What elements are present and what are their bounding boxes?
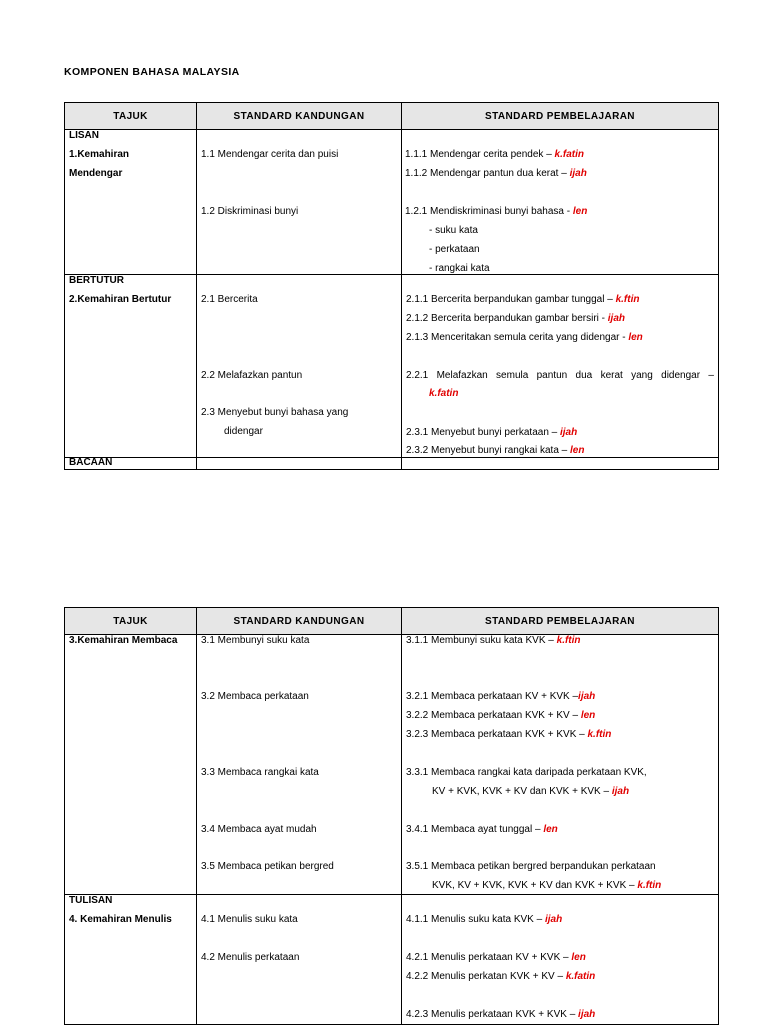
sp-item: 1.2.1 Mendiskriminasi bunyi bahasa - len [405,206,588,217]
sk-item: 1.2 Diskriminasi bunyi [201,206,299,217]
sp-item-justified: 2.2.1 Melafazkan semula pantun dua kerat yang didengar – [406,370,714,381]
sp-item: 4.2.2 Menulis perkatan KVK + KV – k.fatin [406,971,596,982]
section-label-lisan: LISAN [69,130,99,141]
teacher-name: k.ftin [615,294,640,305]
teacher-name: ijah [560,427,578,438]
teacher-name: k.fatin [429,388,459,399]
teacher-name: k.fatin [565,971,596,982]
sp-subitem: - suku kata [429,225,478,236]
teacher-name: k.ftin [556,635,581,646]
tajuk-label: 1.Kemahiran [69,149,130,160]
sk-item: 3.4 Membaca ayat mudah [201,824,317,835]
tajuk-label: 2.Kemahiran Bertutur [69,294,172,305]
sk-item: 2.3 Menyebut bunyi bahasa yang [201,407,349,418]
teacher-name: len [628,332,643,343]
teacher-name: k.fatin [554,149,584,160]
section-label-bacaan: BACAAN [69,457,113,468]
teacher-name: ijah [578,691,596,702]
sp-item: 3.2.3 Membaca perkataan KVK + KVK – k.ftin [406,729,612,740]
teacher-name: ijah [544,914,563,925]
table-header-row [65,103,719,130]
table-header-row [65,608,719,635]
sp-item: 4.2.1 Menulis perkataan KV + KVK – len [406,952,586,963]
teacher-name: ijah [569,168,587,179]
sk-item: 2.2 Melafazkan pantun [201,370,303,381]
sp-item: 2.1.2 Bercerita berpandukan gambar bersiri - ijah [406,313,626,324]
teacher-name: len [571,952,586,963]
curriculum-table-2 [64,607,719,1025]
sk-item: 3.2 Membaca perkataan [201,691,309,702]
teacher-name: ijah [611,786,630,797]
teacher-name: k.ftin [637,880,662,891]
sp-item: 3.3.1 Membaca rangkai kata daripada perkataan KVK, [406,767,647,778]
sp-item: 3.5.1 Membaca petikan bergred berpandukan perkataan [406,861,656,872]
sp-item: 4.1.1 Menulis suku kata KVK – ijah [406,914,563,925]
section-label-bertutur: BERTUTUR [69,275,124,286]
table-row-lisan [65,130,719,275]
sp-subitem: - perkataan [429,244,480,255]
document-title: KOMPONEN BAHASA MALAYSIA [64,66,240,78]
sp-item: 1.1.1 Mendengar cerita pendek – k.fatin [405,149,584,160]
sp-item: 3.2.2 Membaca perkataan KVK + KV – len [406,710,596,721]
sp-item: 3.1.1 Membunyi suku kata KVK – k.ftin [406,635,581,646]
sp-subitem: - rangkai kata [429,263,490,274]
sp-item: 2.3.2 Menyebut bunyi rangkai kata – len [406,445,585,456]
header-standard-pembelajaran: STANDARD PEMBELAJARAN [402,608,719,635]
sk-item: 4.2 Menulis perkataan [201,952,300,963]
sk-item: 3.1 Membunyi suku kata [201,635,310,646]
teacher-name: len [543,824,558,835]
table-row-bertutur [65,275,719,458]
teacher-name: ijah [607,313,626,324]
sp-item-continued: KVK, KV + KVK, KVK + KV dan KVK + KVK – k.ftin [432,880,662,891]
sk-item: 4.1 Menulis suku kata [201,914,298,925]
sk-item-continued: didengar [224,426,263,437]
sp-item: 3.2.1 Membaca perkataan KV + KVK –ijah [406,691,596,702]
header-standard-kandungan: STANDARD KANDUNGAN [197,103,402,130]
header-standard-kandungan: STANDARD KANDUNGAN [197,608,402,635]
sp-item: 2.3.1 Menyebut bunyi perkataan – ijah [406,427,578,438]
sk-item: 3.3 Membaca rangkai kata [201,767,319,778]
teacher-name: len [572,206,588,217]
header-tajuk: TAJUK [65,608,197,635]
table-row-bacaan [65,458,719,470]
header-tajuk: TAJUK [65,103,197,130]
sp-item: 1.1.2 Mendengar pantun dua kerat – ijah [405,168,587,179]
sp-item: 2.1.3 Menceritakan semula cerita yang didengar - len [406,332,643,343]
teacher-name: ijah [578,1009,596,1020]
sk-item: 3.5 Membaca petikan bergred [201,861,334,872]
curriculum-table-1 [64,102,719,470]
sp-item: 3.4.1 Membaca ayat tunggal – len [406,824,558,835]
table-row-menulis [65,895,719,1025]
sk-item: 2.1 Bercerita [201,294,258,305]
header-standard-pembelajaran: STANDARD PEMBELAJARAN [402,103,719,130]
table-row-membaca [65,635,719,895]
sp-item-continued: KV + KVK, KVK + KV dan KVK + KVK – ijah [432,786,630,797]
section-label-tulisan: TULISAN [69,895,113,906]
teacher-name: len [570,445,585,456]
sp-item: 2.1.1 Bercerita berpandukan gambar tunggal – k.ftin [406,294,640,305]
teacher-name: k.ftin [587,729,612,740]
sk-item: 1.1 Mendengar cerita dan puisi [201,149,339,160]
tajuk-label: 4. Kemahiran Menulis [69,914,172,925]
tajuk-label: 3.Kemahiran Membaca [69,635,178,646]
teacher-name: len [580,710,596,721]
tajuk-label: Mendengar [69,168,123,179]
sp-item: 4.2.3 Menulis perkataan KVK + KVK – ijah [406,1009,596,1020]
